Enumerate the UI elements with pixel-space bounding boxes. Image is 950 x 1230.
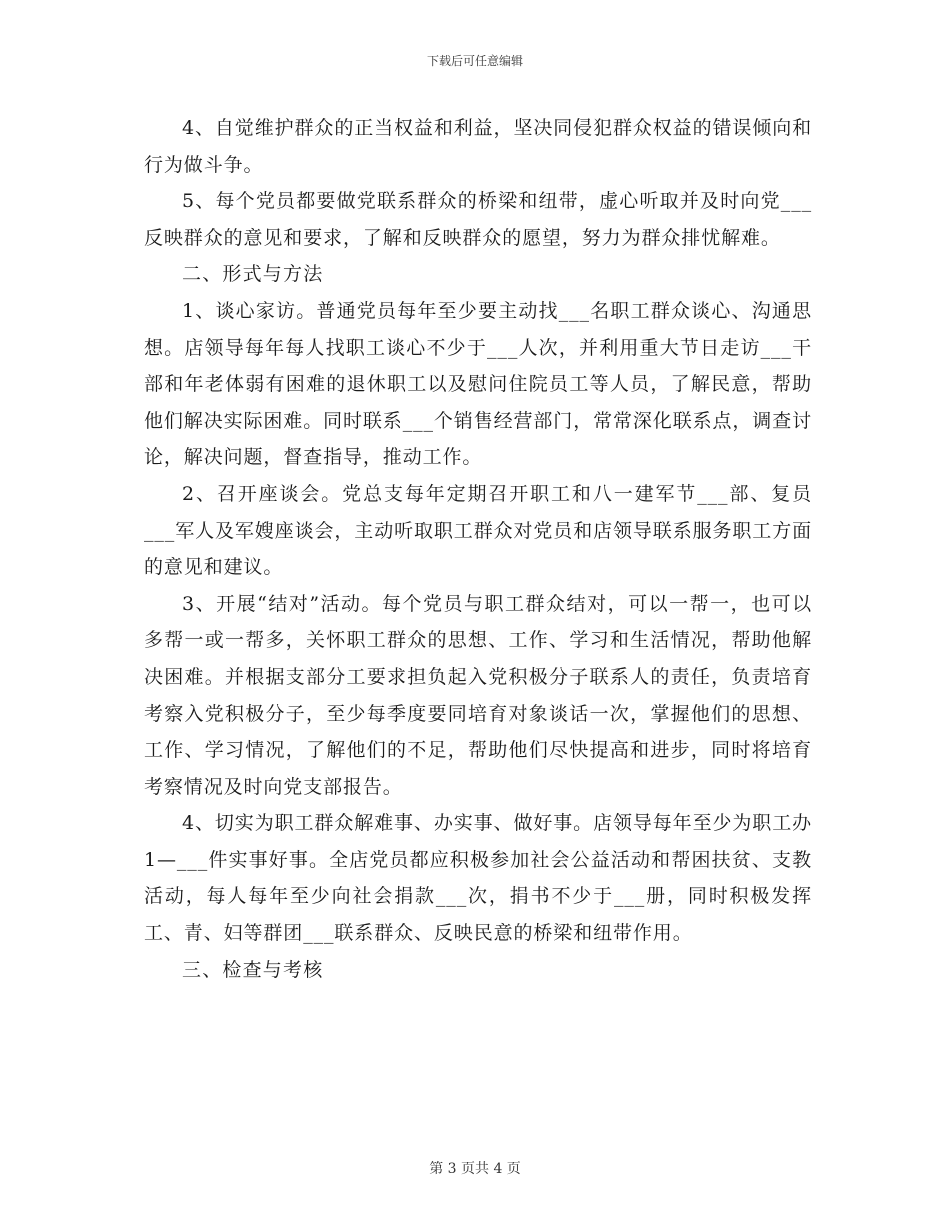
paragraph-practical-deeds: 4、切实为职工群众解难事、办实事、做好事。店领导每年至少为职工办1—___件实事好事。全店党员都应积极参加社会公益活动和帮困扶贫、支教活动，每人每年至少向社会捐款___次，捐书不少于___册，同时积极发挥工、青、妇等群团___联系群众、反映民意的桥梁和纽带作用。 <box>144 812 812 945</box>
page-header-note: 下载后可任意编辑 <box>426 54 523 68</box>
page-footer-number: 第 3 页共 4 页 <box>429 1161 521 1177</box>
paragraph-home-visits: 1、谈心家访。普通党员每年至少要主动找___名职工群众谈心、沟通思想。店领导每年每人找职工谈心不少于___人次，并利用重大节日走访___干部和年老体弱有困难的退休职工以及慰问住院员工等人员，了解民意，帮助他们解决实际困难。同时联系___个销售经营部门，常常深化联系点，调查讨论，解决问题，督查指导，推动工作。 <box>144 299 813 469</box>
paragraph-pairing-activity: 3、开展“结对”活动。每个党员与职工群众结对，可以一帮一，也可以多帮一或一帮多，关怀职工群众的思想、工作、学习和生活情况，帮助他解决困难。并根据支部分工要求担负起入党积极分子联系人的责任，负责培育考察入党积极分子，至少每季度要同培育对象谈话一次，掌握他们的思想、工作、学习情况，了解他们的不足，帮助他们尽快提高和进步，同时将培育考察情况及时向党支部报告。 <box>144 592 812 798</box>
section-heading-inspection: 三、检查与考核 <box>182 958 324 981</box>
paragraph-item-5-bridge: 5、每个党员都要做党联系群众的桥梁和纽带，虚心听取并及时向党___反映群众的意见和要求，了解和反映群众的愿望，努力为群众排忧解难。 <box>144 190 812 249</box>
paragraph-item-4-rights: 4、自觉维护群众的正当权益和利益，坚决同侵犯群众权益的错误倾向和行为做斗争。 <box>144 117 812 176</box>
section-heading-form-method: 二、形式与方法 <box>182 263 324 286</box>
document-body <box>144 110 812 988</box>
paragraph-symposium: 2、召开座谈会。党总支每年定期召开职工和八一建军节___部、复员___军人及军嫂座谈会，主动听取职工群众对党员和店领导联系服务职工方面的意见和建议。 <box>144 482 813 579</box>
